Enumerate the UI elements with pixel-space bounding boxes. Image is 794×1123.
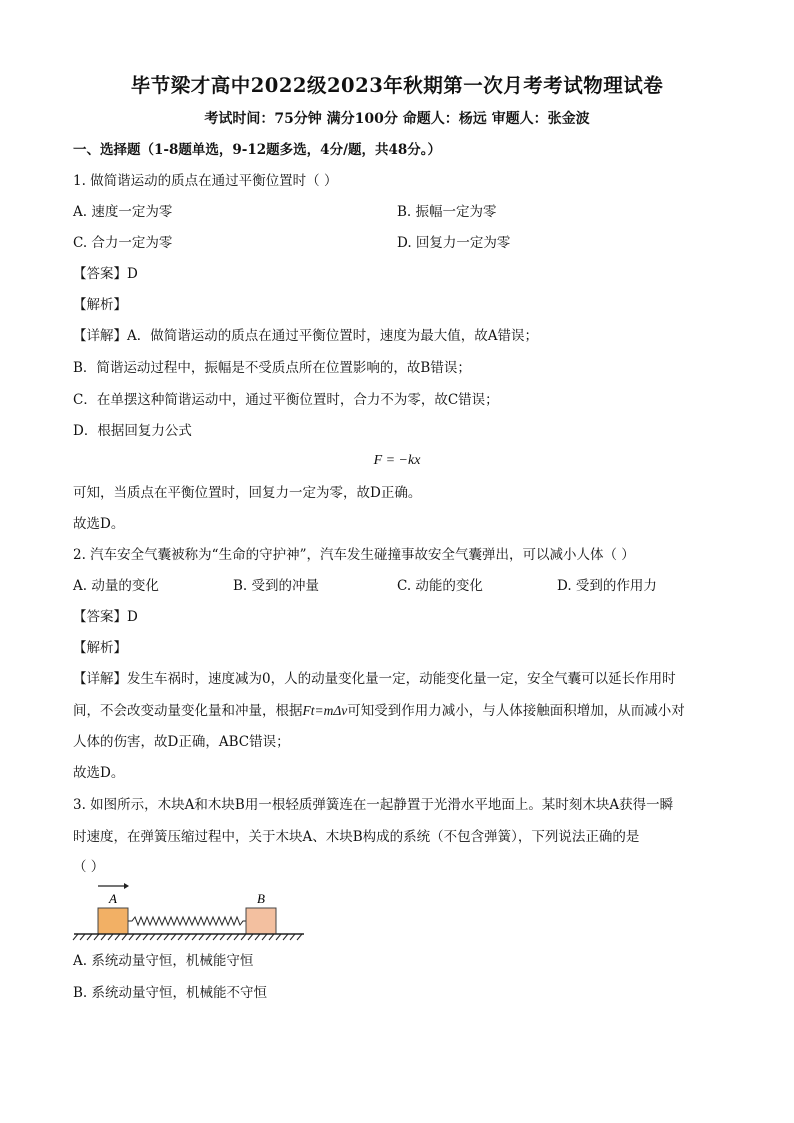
answer-value: D: [127, 609, 138, 625]
q1-detail-b: B．简谐运动过程中，振幅是不受质点所在位置影响的，故B错误；: [73, 360, 471, 376]
q1-option-c: C. 合力一定为零: [73, 235, 173, 251]
block-b-label: B: [257, 891, 265, 906]
q1-detail-d: D．根据回复力公式: [73, 423, 192, 439]
q1-detail-a: [73, 327, 538, 345]
q2-option-c: C. 动能的变化: [397, 578, 483, 594]
q1-choice: 故选D。: [73, 516, 125, 532]
q2-answer: [73, 608, 138, 626]
q1-analysis-label: 【解析】: [73, 297, 127, 313]
q1-option-a: A. 速度一定为零: [73, 204, 173, 220]
ground-hatching: [73, 934, 302, 940]
q1-detail-c: C．在单摆这种简谐运动中，通过平衡位置时，合力不为零，故C错误；: [73, 392, 499, 408]
q1-option-b: B. 振幅一定为零: [397, 204, 497, 220]
page-title: 毕节梁才高中2022级2023年秋期第一次月考考试物理试卷: [130, 74, 664, 97]
detail-label: 【详解】: [73, 328, 127, 344]
q2-detail-1: [73, 670, 676, 688]
detail-text: 发生车祸时，速度减为0，人的动量变化量一定，动能变化量一定，安全气囊可以延长作用时: [127, 671, 676, 687]
q2-option-b: B. 受到的冲量: [233, 578, 320, 594]
block-a: [98, 908, 128, 934]
spring-blocks-diagram: [72, 880, 312, 949]
restoring-force-formula: F = −kx: [373, 453, 421, 468]
answer-value: D: [127, 266, 138, 282]
q3-option-b: B. 系统动量守恒，机械能不守恒: [73, 985, 268, 1001]
block-a-label: A: [109, 891, 117, 906]
q2-analysis-label: 【解析】: [73, 640, 127, 656]
answer-label: 【答案】: [73, 609, 127, 625]
exam-info: 考试时间：75分钟 满分100分 命题人：杨远 审题人：张金波: [204, 111, 590, 127]
answer-label: 【答案】: [73, 266, 127, 282]
q3-option-a: A. 系统动量守恒，机械能守恒: [73, 953, 254, 969]
impulse-formula: Ft=mΔv: [302, 703, 348, 718]
q3-stem-line-2: 时速度，在弹簧压缩过程中，关于木块A、木块B构成的系统（不包含弹簧），下列说法正确的是: [73, 829, 640, 845]
q2-detail-2: [73, 702, 685, 720]
velocity-arrow-icon: [98, 883, 129, 889]
detail-text: A．做简谐运动的质点在通过平衡位置时，速度为最大值，故A错误；: [127, 328, 538, 344]
q1-option-d: D. 回复力一定为零: [397, 235, 511, 251]
q2-detail-3: 人体的伤害，故D正确，ABC错误；: [73, 734, 290, 750]
q3-stem-line-1: 3. 如图所示，木块A和木块B用一根轻质弹簧连在一起静置于光滑水平地面上。某时刻木块A获得一瞬: [73, 797, 674, 813]
q2-stem: 2. 汽车安全气囊被称为“生命的守护神”，汽车发生碰撞事故安全气囊弹出，可以减小人体（ ）: [73, 547, 635, 563]
q2-choice: 故选D。: [73, 765, 125, 781]
spring: [128, 917, 246, 925]
q1-answer: [73, 265, 138, 283]
q1-conclusion: 可知，当质点在平衡位置时，回复力一定为零，故D正确。: [73, 485, 422, 501]
q1-stem: 1. 做简谐运动的质点在通过平衡位置时（ ）: [73, 173, 338, 189]
block-b: [246, 908, 276, 934]
detail-label: 【详解】: [73, 671, 127, 687]
q2-option-d: D. 受到的作用力: [557, 578, 657, 594]
section-heading: 一、选择题（1-8题单选，9-12题多选，4分/题，共48分。）: [73, 142, 442, 158]
q3-stem-line-3: （ ）: [73, 859, 105, 875]
q2-option-a: A. 动量的变化: [73, 578, 159, 594]
detail-text: 可知受到作用力减小，与人体接触面积增加，从而减小对: [347, 703, 685, 719]
detail-text: 间，不会改变动量变化量和冲量，根据: [73, 703, 303, 719]
